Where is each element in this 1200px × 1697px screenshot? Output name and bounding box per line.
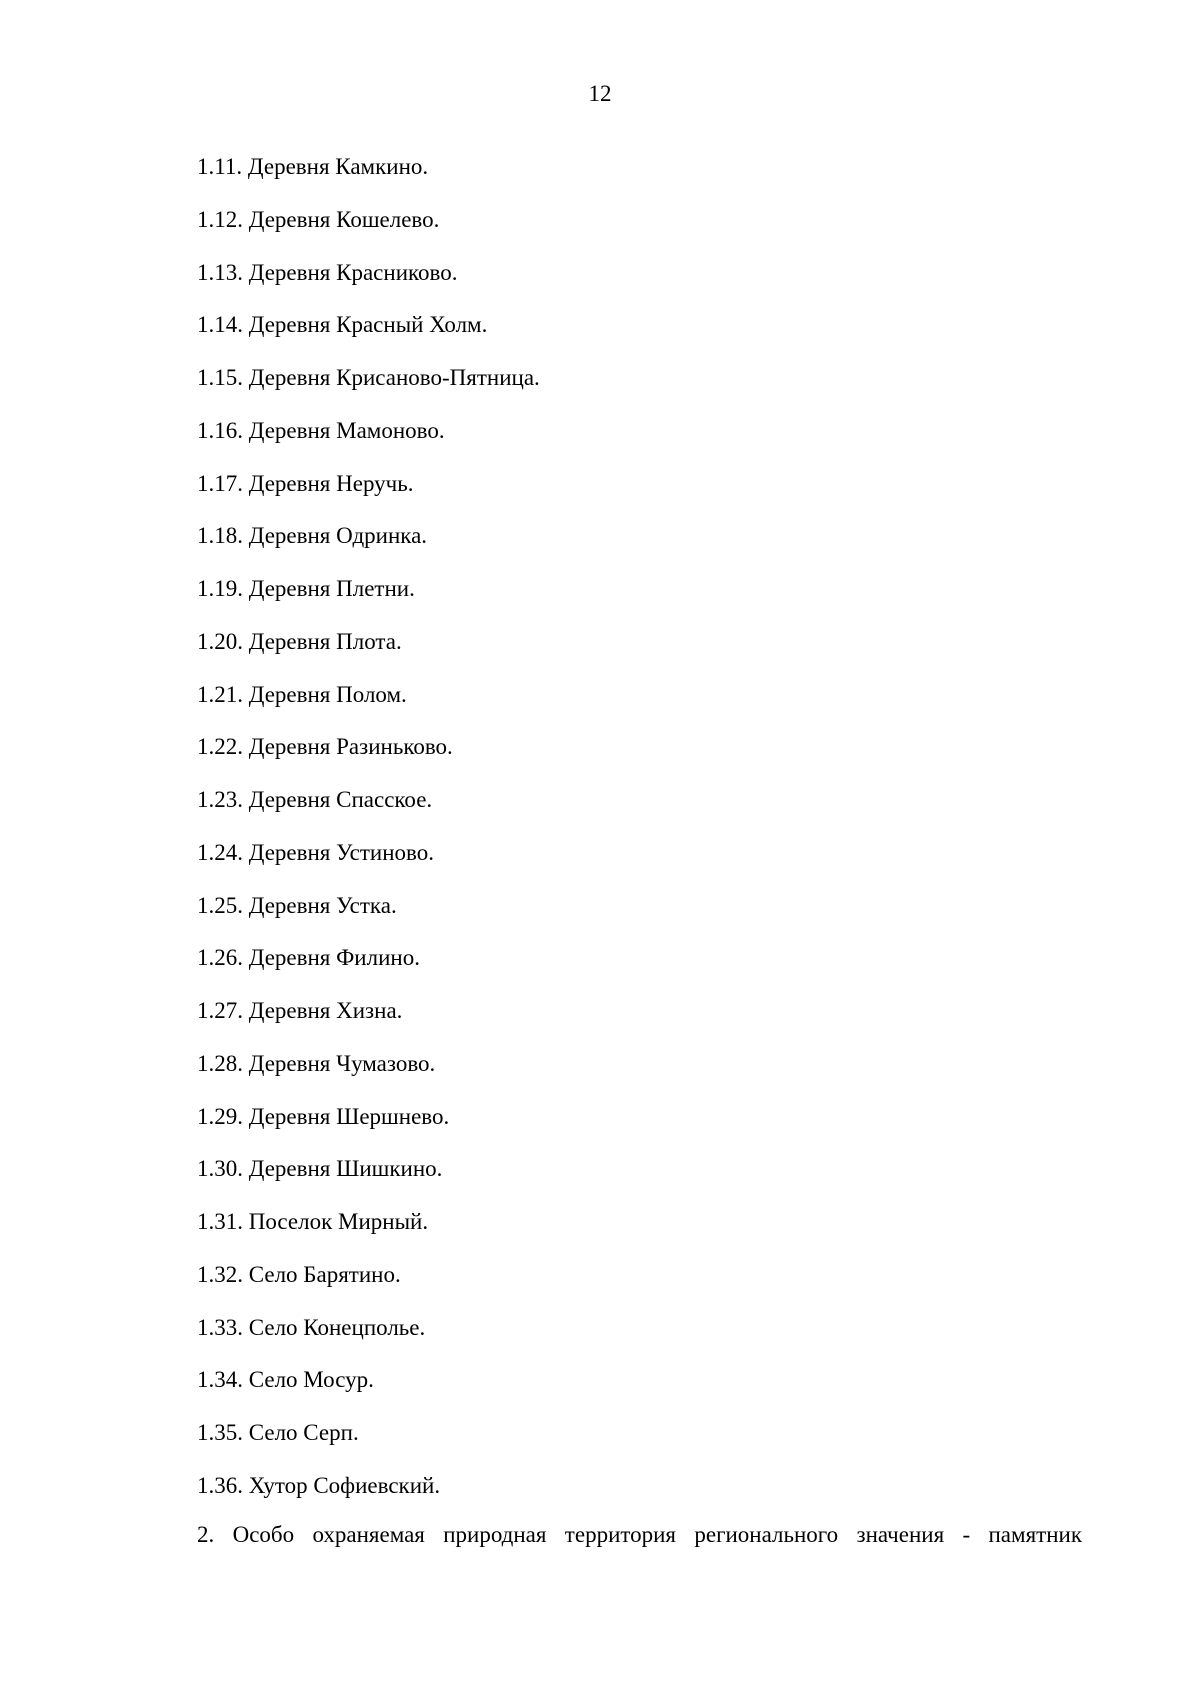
item-text: Село Серп. (248, 1420, 359, 1445)
list-item (197, 260, 540, 313)
item-text: Деревня Плота. (248, 628, 402, 654)
list-item (197, 365, 540, 418)
item-number: 1.24. (197, 839, 243, 865)
item-text: Деревня Камкино. (247, 154, 429, 179)
list-item (197, 840, 540, 893)
list-item (197, 523, 540, 576)
item-number: 1.15. (197, 365, 243, 390)
list-item (197, 682, 540, 735)
list-item (197, 998, 540, 1051)
item-text: Деревня Полом. (248, 681, 407, 707)
item-text: Село Конецполье. (248, 1314, 426, 1340)
list-item (197, 893, 540, 946)
item-number: 1.19. (197, 576, 243, 601)
item-text: Деревня Шишкино. (248, 1156, 443, 1182)
list-item (197, 945, 540, 998)
item-text: Село Мосур. (248, 1367, 374, 1393)
item-text: Деревня Мамоново. (248, 417, 445, 443)
item-number: 1.35. (197, 1420, 243, 1445)
page-number: 12 (588, 81, 612, 106)
list-item (197, 1315, 540, 1368)
list-item (197, 1156, 540, 1209)
item-text: Деревня Устиново. (248, 839, 434, 865)
item-number: 1.31. (197, 1209, 243, 1234)
list-item (197, 1473, 540, 1526)
item-text: Деревня Кошелево. (248, 206, 440, 232)
item-text: Деревня Устка. (248, 892, 397, 918)
item-number: 1.29. (197, 1103, 243, 1129)
list-item (197, 1209, 540, 1262)
item-number: 1.14. (197, 312, 243, 338)
item-text: Деревня Хизна. (248, 998, 403, 1023)
item-text: Поселок Мирный. (248, 1209, 429, 1234)
item-number: 1.12. (197, 206, 243, 232)
list-item (197, 1104, 540, 1157)
item-number: 1.26. (197, 945, 243, 971)
list-item (197, 1262, 540, 1315)
list-item (197, 734, 540, 787)
item-number: 1.27. (197, 998, 243, 1023)
item-number: 1.17. (197, 470, 243, 496)
item-number: 1.18. (197, 523, 243, 549)
item-number: 1.28. (197, 1050, 243, 1076)
item-number: 1.25. (197, 892, 243, 918)
item-text: Деревня Спасское. (248, 787, 433, 812)
item-text: Деревня Плетни. (248, 576, 415, 601)
item-number: 1.36. (197, 1472, 243, 1498)
list-item (197, 471, 540, 524)
item-text: Деревня Филино. (248, 945, 420, 971)
list-item (197, 207, 540, 260)
item-number: 1.20. (197, 628, 243, 654)
item-text: Деревня Неручь. (248, 470, 414, 496)
item-number: 1.22. (197, 734, 243, 760)
section-text: Особо охраняемая природная территория регионального значения - памятник (232, 1522, 1082, 1547)
list-item (197, 787, 540, 840)
item-number: 1.23. (197, 787, 243, 812)
item-text: Деревня Одринка. (248, 523, 428, 549)
item-text: Деревня Красниково. (248, 259, 458, 285)
item-number: 1.32. (197, 1261, 243, 1287)
item-text: Деревня Красный Холм. (248, 312, 488, 338)
item-text: Деревня Чумазово. (248, 1050, 436, 1076)
list-item (197, 576, 540, 629)
section-2-paragraph (197, 1522, 1082, 1548)
item-number: 1.13. (197, 259, 243, 285)
item-number: 1.33. (197, 1314, 243, 1340)
list-item (197, 629, 540, 682)
item-number: 1.34. (197, 1367, 243, 1393)
item-text: Деревня Крисаново-Пятница. (248, 365, 540, 390)
list-item (197, 312, 540, 365)
list-item (197, 1420, 540, 1473)
list-item (197, 1367, 540, 1420)
list-item (197, 1051, 540, 1104)
settlement-list (197, 154, 540, 1526)
list-item (197, 154, 540, 207)
item-text: Деревня Шершнево. (248, 1103, 450, 1129)
item-number: 1.11. (197, 154, 243, 179)
item-text: Хутор Софиевский. (248, 1472, 441, 1498)
item-number: 1.30. (197, 1156, 243, 1182)
item-text: Деревня Разиньково. (248, 734, 453, 760)
section-number: 2. (197, 1522, 215, 1547)
item-number: 1.21. (197, 681, 243, 707)
item-text: Село Барятино. (248, 1261, 401, 1287)
item-number: 1.16. (197, 417, 243, 443)
list-item (197, 418, 540, 471)
